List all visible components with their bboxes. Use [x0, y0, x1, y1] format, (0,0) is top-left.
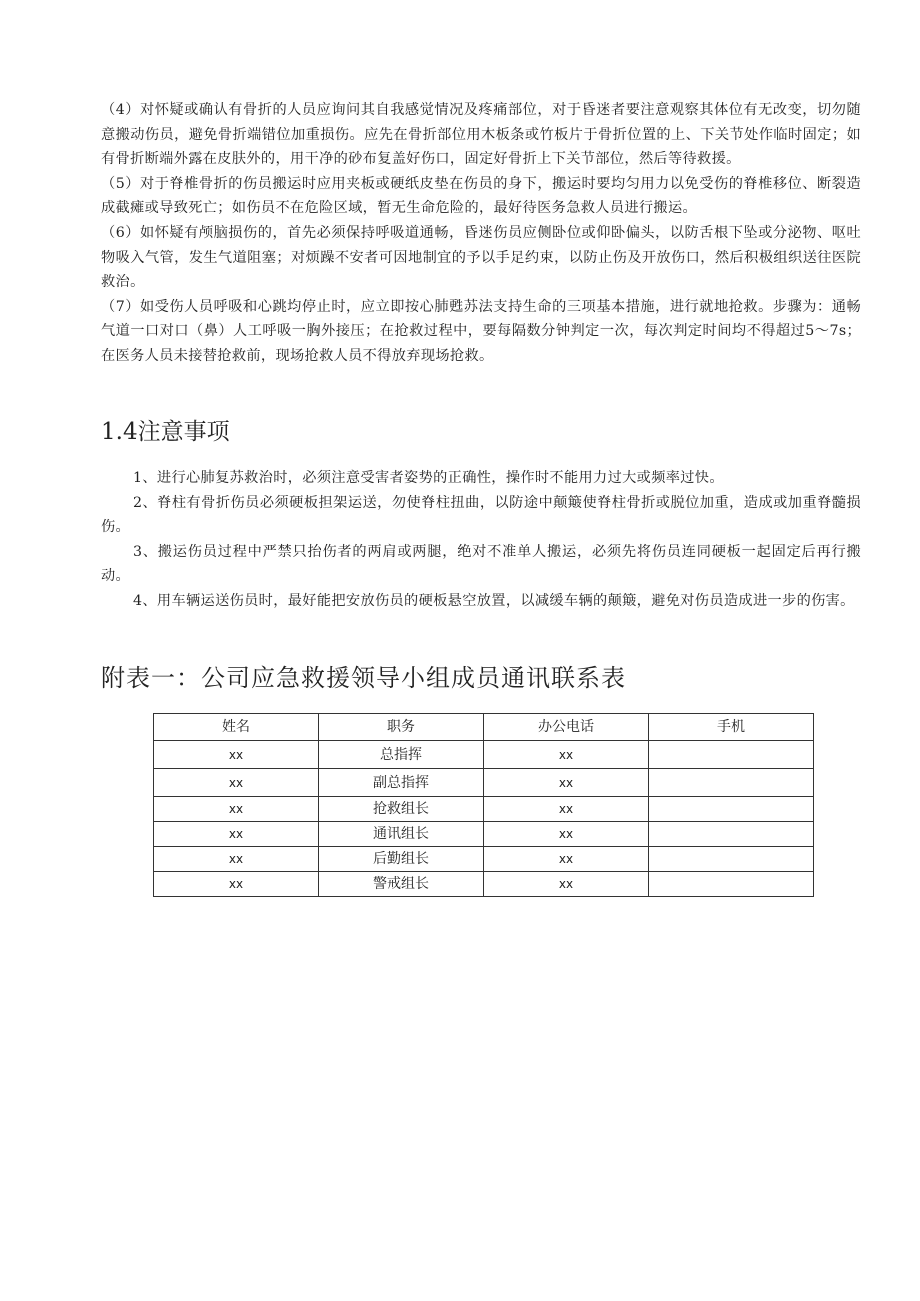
table-row	[154, 769, 814, 797]
cell-mobile	[649, 741, 814, 769]
precaution-item: 1、进行心肺复苏救治时，必须注意受害者姿势的正确性，操作时不能用力过大或频率过快。	[133, 470, 724, 486]
precaution-item: 3、搬运伤员过程中严禁只抬伤者的两肩或两腿，绝对不准单人搬运，必须先将伤员连同硬板一起固定后再行搬动。	[101, 543, 861, 585]
table-row	[154, 847, 814, 872]
cell-name: xx	[154, 847, 319, 872]
cell-mobile	[649, 822, 814, 847]
header-office-phone: 办公电话	[484, 714, 649, 741]
table-row	[154, 872, 814, 897]
cell-name: xx	[154, 769, 319, 797]
header-name: 姓名	[154, 714, 319, 741]
paragraph-4: （4）对怀疑或确认有骨折的人员应询问其自我感觉情况及疼痛部位，对于昏迷者要注意观察其体位有无改变，切勿随意搬动伤员，避免骨折端错位加重损伤。应先在骨折部位用木板条或竹板片于骨折位置的上、下关节处作临时固定；如有骨折断端外露在皮肤外的，用干净的砂布复盖好伤口，固定好骨折上下关节部位，然后等待救援。	[101, 102, 861, 168]
cell-mobile	[649, 847, 814, 872]
cell-name: xx	[154, 797, 319, 822]
cell-role: 警戒组长	[319, 872, 484, 897]
cell-role: 总指挥	[319, 741, 484, 769]
paragraph-5: （5）对于脊椎骨折的伤员搬运时应用夹板或硬纸皮垫在伤员的身下，搬运时要均匀用力以免受伤的脊椎移位、断裂造成截瘫或导致死亡；如伤员不在危险区域，暂无生命危险的，最好待医务急救人员进行搬运。	[101, 175, 861, 217]
contacts-table	[153, 713, 814, 897]
cell-office-phone: xx	[484, 797, 649, 822]
cell-office-phone: xx	[484, 769, 649, 797]
precaution-item: 4、用车辆运送伤员时，最好能把安放伤员的硬板悬空放置，以减缓车辆的颠簸，避免对伤员造成进一步的伤害。	[133, 592, 855, 609]
annex-title: 附表一：公司应急救援领导小组成员通讯联系表	[101, 664, 626, 692]
table-header-row	[154, 714, 814, 741]
cell-office-phone: xx	[484, 872, 649, 897]
paragraph-6: （6）如怀疑有颅脑损伤的，首先必须保持呼吸道通畅，昏迷伤员应侧卧位或仰卧偏头，以防舌根下坠或分泌物、呕吐物吸入气管，发生气道阻塞；对烦躁不安者可因地制宜的予以手足约束，以防止伤及开放伤口，然后积极组织送往医院救治。	[101, 224, 861, 291]
cell-name: xx	[154, 872, 319, 897]
table-row	[154, 741, 814, 769]
first-aid-paragraphs	[101, 98, 861, 369]
cell-office-phone: xx	[484, 822, 649, 847]
precautions-list	[101, 466, 861, 614]
cell-office-phone: xx	[484, 847, 649, 872]
cell-mobile	[649, 872, 814, 897]
cell-role: 通讯组长	[319, 822, 484, 847]
table-row	[154, 822, 814, 847]
header-role: 职务	[319, 714, 484, 741]
cell-name: xx	[154, 741, 319, 769]
cell-name: xx	[154, 822, 319, 847]
header-mobile: 手机	[649, 714, 814, 741]
cell-office-phone: xx	[484, 741, 649, 769]
paragraph-7: （7）如受伤人员呼吸和心跳均停止时，应立即按心肺甦苏法支持生命的三项基本措施，进行就地抢救。步骤为：通畅气道一口对口（鼻）人工呼吸一胸外接压；在抢救过程中，要每隔数分钟判定一次，每次判定时间均不得超过5～7s；在医务人员未接替抢救前，现场抢救人员不得放弃现场抢救。	[101, 298, 861, 364]
table-row	[154, 797, 814, 822]
cell-role: 抢救组长	[319, 797, 484, 822]
cell-mobile	[649, 769, 814, 797]
cell-mobile	[649, 797, 814, 822]
cell-role: 后勤组长	[319, 847, 484, 872]
precaution-item: 2、脊柱有骨折伤员必须硬板担架运送，勿使脊柱扭曲，以防途中颠簸使脊柱骨折或脱位加重，造成或加重脊髓损伤。	[101, 494, 861, 536]
cell-role: 副总指挥	[319, 769, 484, 797]
section-heading: 1.4注意事项	[101, 419, 230, 445]
